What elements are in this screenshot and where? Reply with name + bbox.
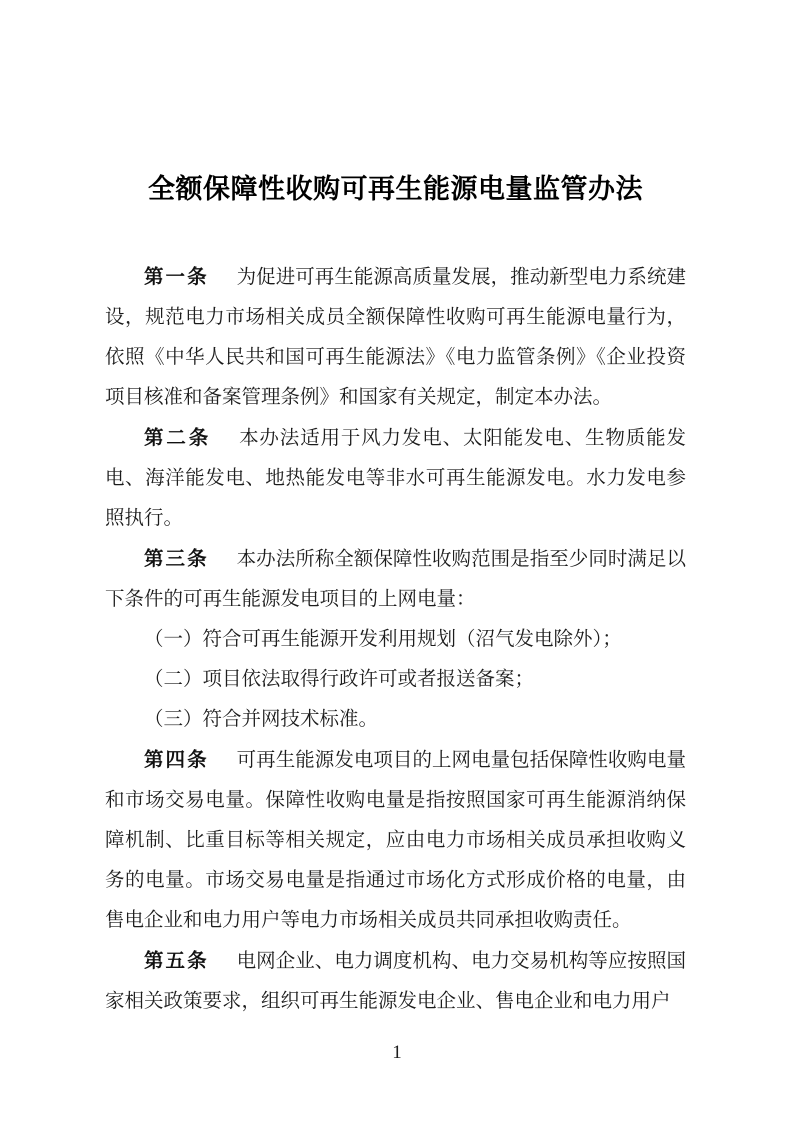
article-paragraph xyxy=(105,418,686,539)
article-paragraph xyxy=(105,620,686,660)
article-number-label: 第一条 xyxy=(144,266,209,288)
article-paragraph xyxy=(105,539,686,620)
paragraph-text: （三）符合并网技术标准。 xyxy=(144,709,379,730)
document-body xyxy=(105,257,686,1022)
article-number-label: 第二条 xyxy=(144,427,212,449)
paragraph-text: 电网企业、电力调度机构、电力交易机构等应按照国家相关政策要求，组织可再生能源发电企业、售电企业和电力用户 xyxy=(105,951,686,1012)
paragraph-text: 本办法适用于风力发电、太阳能发电、生物质能发电、海洋能发电、地热能发电等非水可再生能源发电。水力发电参照执行。 xyxy=(105,428,686,529)
page-number: 1 xyxy=(392,1042,402,1063)
paragraph-text: 可再生能源发电项目的上网电量包括保障性收购电量和市场交易电量。保障性收购电量是指按照国家可再生能源消纳保障机制、比重目标等相关规定，应由电力市场相关成员承担收购义务的电量。市场交易电量是指通过市场化方式形成价格的电量，由售电企业和电力用户等电力市场相关成员共同承担收购责任。 xyxy=(105,750,686,931)
article-number-label: 第三条 xyxy=(144,548,209,570)
article-paragraph xyxy=(105,700,686,740)
paragraph-text: 为促进可再生能源高质量发展，推动新型电力系统建设，规范电力市场相关成员全额保障性收购可再生能源电量行为，依照《中华人民共和国可再生能源法》《电力监管条例》《企业投资项目核准和备案管理条例》和国家有关规定，制定本办法。 xyxy=(105,267,686,408)
article-paragraph xyxy=(105,257,686,418)
paragraph-text: （二）项目依法取得行政许可或者报送备案； xyxy=(144,669,535,690)
article-number-label: 第四条 xyxy=(144,749,209,771)
article-paragraph xyxy=(105,941,686,1022)
article-paragraph xyxy=(105,660,686,700)
article-paragraph xyxy=(105,740,686,941)
article-number-label: 第五条 xyxy=(144,950,209,972)
paragraph-text: 本办法所称全额保障性收购范围是指至少同时满足以下条件的可再生能源发电项目的上网电量： xyxy=(105,549,686,610)
paragraph-text: （一）符合可再生能源开发利用规划（沼气发电除外）； xyxy=(144,629,622,650)
document-title: 全额保障性收购可再生能源电量监管办法 xyxy=(148,174,643,204)
